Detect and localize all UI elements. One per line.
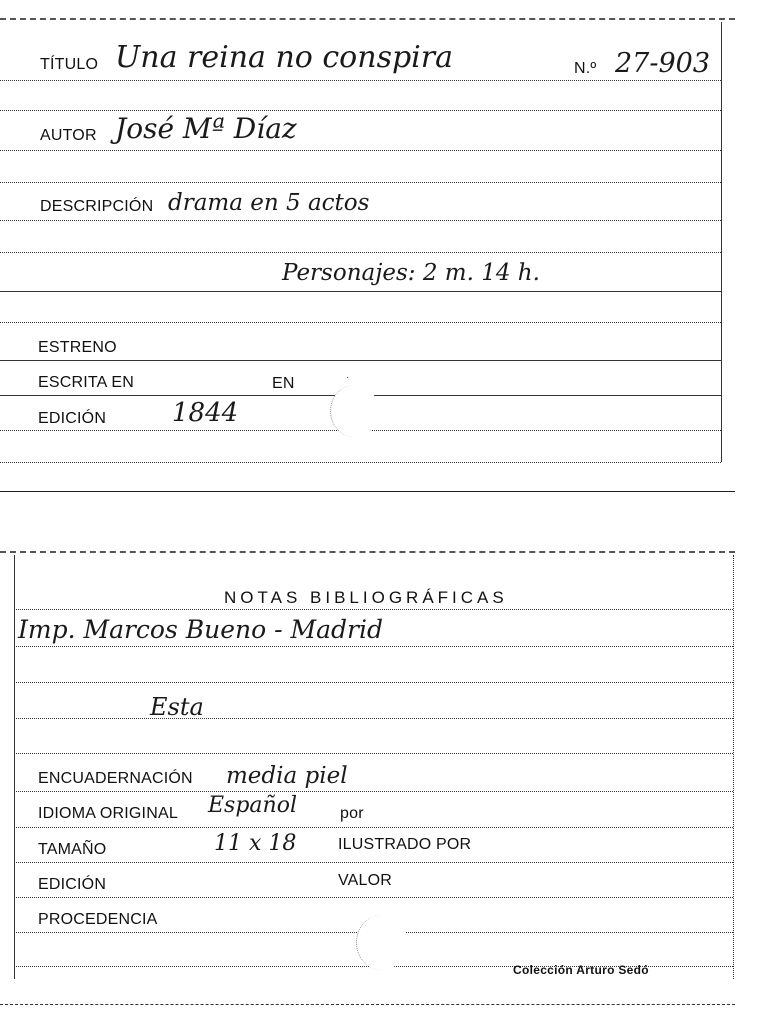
autor-label: AUTOR: [40, 127, 97, 144]
card-left-border: [14, 555, 15, 979]
escrita-en-label: ESCRITA EN: [38, 374, 134, 391]
edicion-label: EDICIÓN: [38, 410, 107, 427]
rule: [14, 718, 733, 719]
rule: [14, 609, 733, 610]
collection-footer: Colección Arturo Sedó: [513, 963, 649, 977]
card-right-border: [733, 555, 734, 979]
card-right-border: [721, 22, 722, 462]
ilustrado-por-label: ILUSTRADO POR: [338, 836, 472, 853]
numero-value: 27-903: [615, 48, 711, 79]
rule: [0, 360, 721, 361]
catalog-card-front: [0, 0, 735, 494]
notas-bibliograficas-title: NOTAS BIBLIOGRÁFICAS: [224, 588, 508, 607]
rule: [0, 220, 721, 221]
titulo-value: Una reina no conspira: [115, 40, 453, 75]
en-label: EN: [272, 375, 295, 392]
numero-label: N.º: [574, 60, 597, 77]
procedencia-label: PROCEDENCIA: [38, 911, 158, 928]
tamano-value: 11 x 18: [214, 831, 297, 856]
rule: [14, 862, 733, 863]
descripcion-value: drama en 5 actos: [168, 190, 370, 216]
por-label: por: [340, 805, 364, 822]
valor-label: VALOR: [338, 872, 393, 889]
titulo-label: TÍTULO: [40, 56, 99, 73]
ink-speck: ·: [346, 372, 350, 383]
rule: [0, 291, 721, 292]
rule: [14, 646, 733, 647]
rule: [14, 791, 733, 792]
rule: [0, 110, 721, 111]
rule: [0, 462, 721, 463]
descripcion-label: DESCRIPCIÓN: [40, 198, 154, 215]
encuadernacion-label: ENCUADERNACIÓN: [38, 770, 193, 787]
idioma-original-label: IDIOMA ORIGINAL: [38, 805, 178, 822]
rule: [0, 182, 721, 183]
autor-value: José Mª Díaz: [115, 112, 297, 145]
rule: [0, 80, 721, 81]
rule: [14, 753, 733, 754]
rule: [0, 322, 721, 323]
personajes-value: Personajes: 2 m. 14 h.: [282, 260, 540, 286]
imprenta-value: Imp. Marcos Bueno - Madrid: [18, 615, 383, 644]
edicion-value: 1844: [172, 398, 239, 428]
tamano-label: TAMAÑO: [38, 841, 107, 858]
estreno-label: ESTRENO: [38, 339, 117, 356]
note-value: Esta: [150, 693, 204, 721]
rule: [14, 682, 733, 683]
next-card-edge: [0, 1004, 735, 1005]
punch-hole-mark: [330, 385, 379, 437]
rule: [14, 827, 733, 828]
card-top-edge: [0, 551, 735, 553]
card-top-edge: [0, 18, 735, 20]
card-bottom-edge: [0, 491, 735, 492]
catalog-card-back: [0, 545, 735, 985]
idioma-original-value: Español: [208, 793, 297, 818]
edicion-label: EDICIÓN: [38, 876, 107, 893]
rule: [14, 897, 733, 898]
rule: [0, 150, 721, 151]
encuadernacion-value: media piel: [226, 763, 348, 789]
punch-hole-mark: [356, 915, 407, 970]
rule: [0, 252, 721, 253]
